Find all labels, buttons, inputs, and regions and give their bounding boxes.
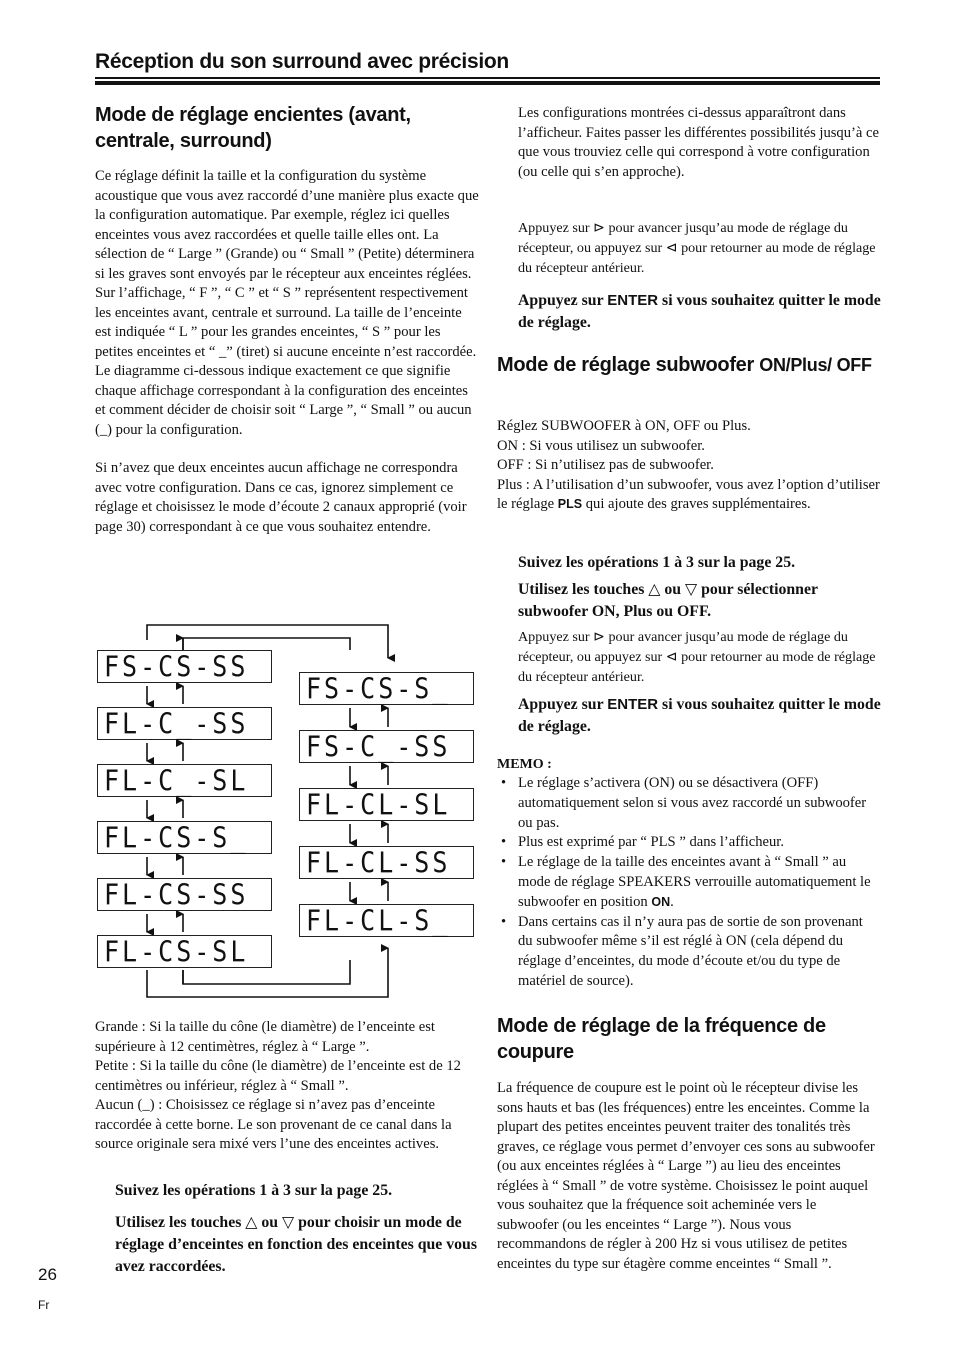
lcd-display-left-6 (97, 935, 272, 968)
lcd-display-left-3 (97, 764, 272, 797)
enter-key-label-2: ENTER (607, 696, 659, 713)
memo-block (497, 755, 881, 992)
two-speakers-paragraph: Si n’avez que deux enceintes aucun affichage ne correspondra avec votre configuration. Dans ce cas, ignorez simplement ce réglage et choisissez le mode d’écoute 2 canaux approprié (voir page 30) correspondant à ce que vous souhaitez entendre. (95, 460, 467, 535)
lcd-text: FL-C_-SL (104, 763, 249, 798)
language-label: Fr (38, 1298, 50, 1312)
lcd-display-left-2 (97, 707, 272, 740)
memo3-pre: Le réglage de la taille des enceintes avant à “ Small ” au mode de réglage SPEAKERS verrouille automatiquement le subwoofer en position (518, 854, 871, 910)
lcd-text: FL-CL-SS (306, 845, 451, 880)
lcd-text: FL-C_-SS (104, 706, 249, 741)
aucun-definition: Aucun (_) : Choisissez ce réglage si n’avez pas d’enceinte raccordée à cette borne. Le son provenant de ce canal dans la source originale sera mixé vers l’une des enceintes actives. (95, 1097, 452, 1152)
header-rule-thick (95, 81, 880, 85)
section-title: Réception du son surround avec précision (95, 50, 509, 73)
lcd-text: FS-C_-SS (306, 729, 451, 764)
lcd-text: FS-CS-SS (104, 649, 249, 684)
lcd-text: FS-CS-S_ (306, 671, 451, 706)
memo-item: • Dans certains cas il n’y aura pas de sortie de son provenant du subwoofer même s’il est réglé à ON (cela dépend du réglage d’enceintes, du mode d’écoute et/ou du type de matériel de source). (497, 913, 881, 992)
subwoofer-heading (497, 352, 881, 378)
petite-definition: Petite : Si la taille du cône (le diamètre) de l’enceinte est de 12 centimètres ou inférieur, réglez à “ Small ”. (95, 1058, 461, 1094)
navigation-note-1: Appuyez sur ⊳ pour avancer jusqu’au mode de réglage du récepteur, ou appuyez sur ⊲ pour retourner au mode de réglage du récepteur antérieur. (518, 220, 876, 276)
pls-key-label: PLS (557, 497, 583, 511)
lcd-text: FL-CL-S_ (306, 903, 451, 938)
memo-item: • Le réglage s’activera (ON) ou se désactivera (OFF) automatiquement selon si vous avez raccordé un subwoofer ou pas. (497, 774, 881, 833)
subwoofer-line-2: ON : Si vous utilisez un subwoofer. (497, 437, 705, 454)
subwoofer-line-4 (497, 476, 881, 515)
header-rule (95, 77, 880, 79)
memo-title: MEMO : (497, 757, 552, 772)
subwoofer-line-1: Réglez SUBWOOFER à ON, OFF ou Plus. (497, 418, 751, 434)
speaker-mode-heading: Mode de réglage encientes (avant, centrale, surround) (95, 104, 411, 152)
lcd-display-right-3 (299, 788, 474, 821)
configurations-paragraph: Les configurations montrées ci-dessus apparaîtront dans l’afficheur. Faites passer les différentes possibilités jusqu’à ce que vous trouviez celle qui correspond à votre configuration (ou celle qui s’en approche). (518, 105, 879, 180)
right-step-1: Suivez les opérations 1 à 3 sur la page 25. (518, 554, 796, 571)
enter-instruction-2 (518, 694, 882, 738)
plus-post: qui ajoute des graves supplémentaires. (582, 496, 811, 512)
subwoofer-text (497, 417, 881, 515)
enter2-pre: Appuyez sur (518, 696, 608, 713)
speaker-config-diagram (95, 620, 480, 1005)
intro-paragraph: Ce réglage définit la taille et la configuration du système acoustique que vous avez raccordé d’une manière plus exacte que la configuration automatique. Par exemple, réglez ici quelles enceintes vous avez raccordées et quelle taille elles ont. La sélection de “ Large ” (Grande) ou “ Small ” (Petite) déterminera si les graves sont envoyés par le récepteur aux enceintes réglées. (95, 168, 479, 282)
enter2-post: si vous souhaitez quitter le mode de réglage. (518, 696, 881, 735)
lcd-text: FL-CL-SL (306, 787, 451, 822)
crossover-paragraph: La fréquence de coupure est le point où le récepteur divise les sons hauts et bas (les fréquences) entre les enceintes. Comme la plupart des petites enceintes peuvent traiter des tonalités très graves, ce réglage vous permet d’envoyer ces sons au subwoofer (ou aux enceintes réglées à “ Large ”) au lieu des enceintes réglées à “ Small ” de votre système. Choisissez le point auquel vous souhaitez que la fréquence soit acheminée vers le subwoofer (ou les enceintes “ Large ”). Nous vous recommandons de régler à 200 Hz si vous utilisez de petites enceintes du type sur étagère comme enceintes “ Small ”. (497, 1080, 875, 1272)
enter-instruction-1 (518, 290, 882, 334)
memo3-post: . (670, 893, 674, 910)
subwoofer-heading-a: Mode de réglage subwoofer (497, 354, 760, 376)
lcd-display-right-5 (299, 904, 474, 937)
lcd-text: FL-CS-S_ (104, 820, 249, 855)
crossover-heading: Mode de réglage de la fréquence de coupure (497, 1015, 826, 1063)
right-step-2: Utilisez les touches △ ou ▽ pour sélectionner subwoofer ON, Plus ou OFF. (518, 581, 818, 620)
lcd-display-right-1 (299, 672, 474, 705)
lcd-display-left-5 (97, 878, 272, 911)
page-number: 26 (38, 1265, 57, 1284)
enter-key-label: ENTER (607, 292, 659, 309)
left-step-1: Suivez les opérations 1 à 3 sur la page 25. (115, 1182, 393, 1199)
lcd-display-left-4 (97, 821, 272, 854)
lcd-display-right-2 (299, 730, 474, 763)
enter1-post: si vous souhaitez quitter le mode de réglage. (518, 292, 881, 331)
left-step-2: Utilisez les touches △ ou ▽ pour choisir un mode de réglage d’enceintes en fonction des enceintes que vous avez raccordées. (115, 1214, 477, 1275)
speaker-mode-text (95, 167, 480, 537)
size-definitions (95, 1018, 480, 1155)
plus-pre: Plus : A l’utilisation d’un subwoofer, vous avez l’option d’utiliser le réglage (497, 476, 880, 512)
enter1-pre: Appuyez sur (518, 292, 608, 309)
subwoofer-line-3: OFF : Si n’utilisez pas de subwoofer. (497, 457, 714, 473)
diagram-explanation-paragraph: Le diagramme ci-dessous indique exactement ce que signifie chaque affichage correspondant à la configuration des enceintes et comment décider de choisir soit “ Large ”, “ Small ” ou aucun (_) pour la configuration. (95, 363, 472, 438)
memo-item: • Plus est exprimé par “ PLS ” dans l’afficheur. (497, 833, 881, 853)
lcd-display-right-4 (299, 846, 474, 879)
navigation-note-2: Appuyez sur ⊳ pour avancer jusqu’au mode de réglage du récepteur, ou appuyez sur ⊲ pour retourner au mode de réglage du récepteur antérieur. (518, 629, 876, 685)
on-key-label: ON (651, 894, 671, 909)
lcd-display-left-1 (97, 650, 272, 683)
memo-item (497, 853, 881, 912)
display-letters-paragraph: Sur l’affichage, “ F ”, “ C ” et “ S ” représentent respectivement les enceintes avant, centrale et surround. La taille de l’enceinte est indiquée “ L ” pour les grandes enceintes, “ S ” pour les petites enceintes et “ _” (tiret) si aucune enceinte n’est raccordée. (95, 285, 477, 360)
grande-definition: Grande : Si la taille du cône (le diamètre) de l’enceinte est supérieure à 12 centimètres, réglez à “ Large ”. (95, 1019, 435, 1055)
lcd-text: FL-CS-SL (104, 934, 249, 969)
lcd-text: FL-CS-SS (104, 877, 249, 912)
subwoofer-heading-b: ON/Plus/ OFF (759, 355, 872, 375)
memo-list (497, 774, 881, 992)
